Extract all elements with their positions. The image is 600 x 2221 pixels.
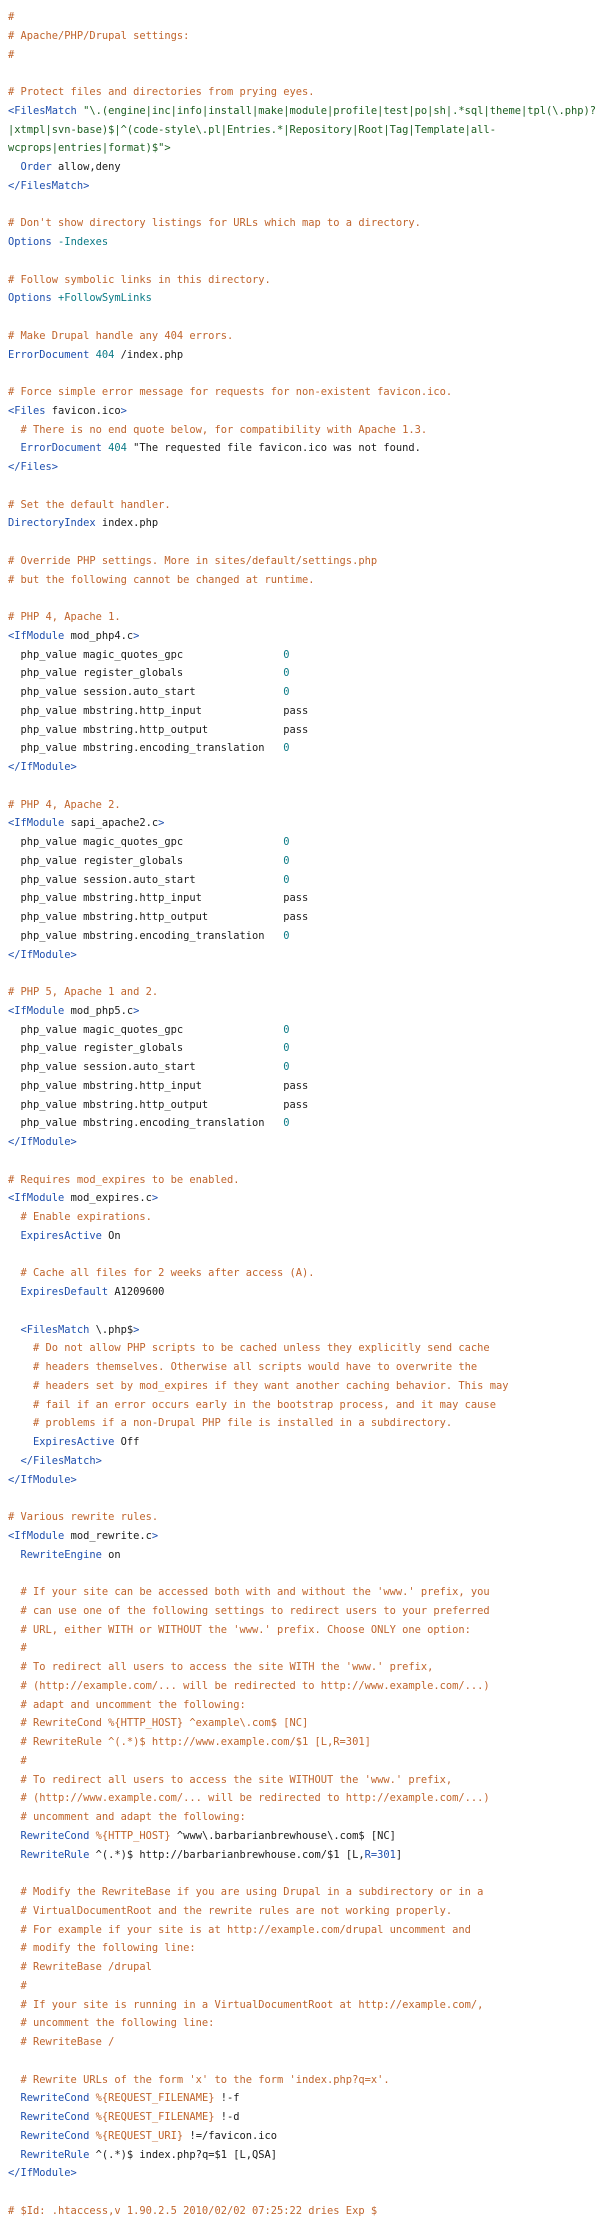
code-token-comment: # If your site is running in a VirtualDocumentRoot at http://example.com/, xyxy=(8,1998,484,2011)
code-token-comment: # uncomment and adapt the following: xyxy=(8,1811,246,1823)
code-token-comment: # URL, either WITH or WITHOUT the 'www.' prefix. Choose ONLY one option: xyxy=(8,1623,471,1636)
code-token-dir: ErrorDocument xyxy=(20,442,102,455)
code-line xyxy=(8,533,600,552)
code-line xyxy=(8,1564,600,1583)
code-line xyxy=(8,496,600,515)
code-line xyxy=(8,1039,600,1058)
code-token-comment: # Rewrite URLs of the form 'x' to the form 'index.php?q=x'. xyxy=(8,2073,390,2086)
code-line xyxy=(8,1189,600,1208)
code-token-plain xyxy=(8,161,21,173)
code-line xyxy=(8,1714,600,1733)
code-token-comment: # To redirect all users to access the site WITH the 'www.' prefix, xyxy=(8,1661,434,1673)
code-line xyxy=(8,308,600,327)
code-token-num: 404 xyxy=(89,348,115,361)
code-token-dir: </FilesMatch> xyxy=(20,1454,102,1467)
code-line xyxy=(8,327,600,346)
code-token-comment: # PHP 4, Apache 2. xyxy=(8,798,121,811)
code-line xyxy=(8,1414,600,1433)
code-token-comment: # Override PHP settings. More in sites/default/settings.php xyxy=(8,554,378,567)
code-token-comment: # There is no end quote below, for compatibility with Apache 1.3. xyxy=(8,423,428,436)
code-line xyxy=(8,1696,600,1715)
code-token-comment: # Protect files and directories from prying eyes. xyxy=(8,86,315,98)
code-token-comment: # fail if an error occurs early in the bootstrap process, and it may cause xyxy=(8,1398,496,1411)
code-line xyxy=(8,796,600,815)
code-line xyxy=(8,2052,600,2071)
code-line xyxy=(8,1227,600,1246)
code-line xyxy=(8,1639,600,1658)
code-token-comment: # (http://www.example.com/... will be redirected to http://example.com/...) xyxy=(8,1792,490,1805)
code-token-comment: # headers themselves. Otherwise all scripts would have to overwrite the xyxy=(8,1361,478,1373)
code-token-plain: php_value mbstring.encoding_translation xyxy=(8,929,284,942)
code-token-comment: # To redirect all users to access the site WITHOUT the 'www.' prefix, xyxy=(8,1773,453,1786)
code-line xyxy=(8,271,600,290)
code-line xyxy=(8,2183,600,2202)
code-token-plain: ^www\.barbarianbrewhouse\.com$ [NC] xyxy=(170,1829,396,1842)
code-line xyxy=(8,1771,600,1790)
code-line xyxy=(8,908,600,927)
code-line xyxy=(8,2127,600,2146)
code-line xyxy=(8,1827,600,1846)
code-token-dir: RewriteEngine xyxy=(20,1548,102,1561)
code-line xyxy=(8,1902,600,1921)
code-token-plain: php_value mbstring.encoding_translation xyxy=(8,742,284,755)
code-line xyxy=(8,2108,600,2127)
code-token-dir: </IfModule> xyxy=(8,1136,77,1148)
code-token-plain: php_value magic_quotes_gpc xyxy=(8,1023,284,1036)
code-line xyxy=(8,552,600,571)
code-token-num: 0 xyxy=(283,648,290,661)
code-line xyxy=(8,1339,600,1358)
code-line xyxy=(8,346,600,365)
code-token-plain xyxy=(8,1436,33,1448)
code-token-num: 0 xyxy=(283,1117,290,1130)
code-line xyxy=(8,1358,600,1377)
code-token-dir: Options xyxy=(8,236,52,248)
code-line xyxy=(8,927,600,946)
code-token-plain: \.php$ xyxy=(89,1323,134,1336)
code-token-plain xyxy=(8,2149,21,2161)
code-token-plain xyxy=(8,1230,21,1242)
code-token-dir: <IfModule xyxy=(8,1004,65,1017)
code-token-plain: allow,deny xyxy=(51,161,121,173)
code-token-plain: !=/favicon.ico xyxy=(183,2129,278,2142)
code-token-comment: # Cache all files for 2 weeks after access (A). xyxy=(8,1267,315,1280)
code-token-dir: RewriteCond xyxy=(20,2092,90,2105)
code-line xyxy=(8,1096,600,1115)
code-token-dir: <IfModule xyxy=(8,1192,65,1205)
code-line xyxy=(8,702,600,721)
code-line xyxy=(8,1133,600,1152)
code-line xyxy=(8,1546,600,1565)
code-line xyxy=(8,1264,600,1283)
code-token-comment: # RewriteCond %{HTTP_HOST} ^example\.com$ [NC] xyxy=(8,1717,309,1730)
code-line xyxy=(8,2202,600,2221)
code-token-dir: <Files xyxy=(8,404,46,417)
code-token-num: 0 xyxy=(283,929,290,942)
code-token-plain: !-f xyxy=(214,2092,240,2105)
code-line xyxy=(8,2014,600,2033)
code-line xyxy=(8,1958,600,1977)
code-token-comment: # Make Drupal handle any 404 errors. xyxy=(8,329,234,342)
code-token-plain: php_value mbstring.http_input pass xyxy=(8,892,309,905)
code-line xyxy=(8,1864,600,1883)
code-token-num: 0 xyxy=(283,873,290,886)
code-line xyxy=(8,1321,600,1340)
code-token-num: 404 xyxy=(101,442,127,455)
code-line xyxy=(8,158,600,177)
code-token-plain: php_value mbstring.http_output pass xyxy=(8,723,309,736)
code-token-plain: ^(.*)$ http://barbarianbrewhouse.com/$1 [L, xyxy=(89,1848,365,1861)
code-token-plain xyxy=(8,1324,21,1336)
code-token-comment: # Various rewrite rules. xyxy=(8,1511,159,1523)
code-line xyxy=(8,121,600,140)
code-token-str: wcprops|entries|format)$"> xyxy=(8,142,171,155)
code-token-plain: mod_rewrite.c xyxy=(64,1529,152,1542)
code-token-plain: php_value mbstring.http_input pass xyxy=(8,1079,309,1092)
code-token-comment: # can use one of the following settings to redirect users to your preferred xyxy=(8,1604,490,1617)
code-token-num: 0 xyxy=(283,854,290,867)
code-token-comment: # xyxy=(8,11,15,23)
code-token-dir: RewriteCond xyxy=(20,2129,90,2142)
code-token-dir: <IfModule xyxy=(8,629,65,642)
code-line xyxy=(8,983,600,1002)
code-token-num: 0 xyxy=(283,686,290,698)
code-token-plain xyxy=(8,1830,21,1842)
code-line xyxy=(8,421,600,440)
code-line xyxy=(8,814,600,833)
code-token-dir: > xyxy=(151,1192,159,1205)
code-token-dir: ErrorDocument xyxy=(8,348,90,361)
code-line xyxy=(8,1621,600,1640)
code-line xyxy=(8,739,600,758)
code-token-dir: </IfModule> xyxy=(8,2167,77,2180)
code-token-dir: </IfModule> xyxy=(8,948,77,961)
code-token-plain xyxy=(8,442,21,454)
code-token-comment: %{REQUEST_FILENAME} xyxy=(89,2092,215,2105)
code-token-dir: </IfModule> xyxy=(8,1473,77,1486)
code-line xyxy=(8,289,600,308)
code-line xyxy=(8,683,600,702)
code-token-plain: php_value mbstring.encoding_translation xyxy=(8,1117,284,1130)
code-token-plain: "The requested file favicon.ico was not found. xyxy=(126,442,421,455)
code-token-comment: # (http://example.com/... will be redirected to http://www.example.com/...) xyxy=(8,1679,490,1692)
code-line xyxy=(8,1602,600,1621)
code-token-comment: # Modify the RewriteBase if you are using Drupal in a subdirectory or in a xyxy=(8,1886,484,1898)
code-line xyxy=(8,1583,600,1602)
code-line xyxy=(8,889,600,908)
code-line xyxy=(8,627,600,646)
code-token-dir: R=301 xyxy=(364,1848,396,1861)
code-line xyxy=(8,1677,600,1696)
code-line xyxy=(8,2164,600,2183)
code-line xyxy=(8,758,600,777)
code-line xyxy=(8,833,600,852)
code-line xyxy=(8,1002,600,1021)
code-line xyxy=(8,1658,600,1677)
code-line xyxy=(8,1058,600,1077)
code-line xyxy=(8,139,600,158)
code-token-comment: # For example if your site is at http://example.com/drupal uncomment and xyxy=(8,1923,471,1936)
code-line xyxy=(8,1302,600,1321)
code-line xyxy=(8,383,600,402)
code-token-comment: # $Id: .htaccess,v 1.90.2.5 2010/02/02 07:25:22 dries Exp $ xyxy=(8,2204,378,2217)
code-line xyxy=(8,27,600,46)
code-token-num: 0 xyxy=(283,1023,290,1036)
code-line xyxy=(8,1508,600,1527)
code-token-plain: !-d xyxy=(214,2111,240,2123)
code-token-dir: RewriteCond xyxy=(20,1829,90,1842)
code-line xyxy=(8,1433,600,1452)
code-token-dir: RewriteRule xyxy=(20,1848,90,1861)
code-token-comment: # xyxy=(8,48,15,61)
code-line xyxy=(8,1396,600,1415)
code-line xyxy=(8,252,600,271)
code-token-dir: <IfModule xyxy=(8,1529,65,1542)
code-line xyxy=(8,1733,600,1752)
code-line xyxy=(8,1489,600,1508)
code-token-dir: > xyxy=(133,1323,140,1336)
code-token-comment: # Don't show directory listings for URLs which map to a directory. xyxy=(8,217,421,230)
code-line xyxy=(8,1452,600,1471)
code-token-plain: mod_php4.c xyxy=(64,629,134,642)
code-token-num: +FollowSymLinks xyxy=(51,292,152,305)
code-line xyxy=(8,1246,600,1265)
code-line xyxy=(8,1939,600,1958)
code-token-comment: # xyxy=(8,1754,27,1767)
code-token-dir: ExpiresActive xyxy=(20,1229,102,1242)
code-token-plain: php_value session.auto_start xyxy=(8,873,284,886)
code-token-comment: # Do not allow PHP scripts to be cached unless they explicitly send cache xyxy=(8,1342,490,1355)
code-token-dir: </IfModule> xyxy=(8,761,77,773)
code-token-plain: mod_expires.c xyxy=(64,1192,152,1205)
code-line xyxy=(8,1921,600,1940)
code-token-plain: ] xyxy=(395,1848,403,1861)
code-token-comment: # problems if a non-Drupal PHP file is installed in a subdirectory. xyxy=(8,1417,453,1430)
code-token-plain: php_value session.auto_start xyxy=(8,1061,284,1073)
code-line xyxy=(8,608,600,627)
code-token-plain: php_value mbstring.http_output pass xyxy=(8,1098,309,1111)
code-token-comment: # headers set by mod_expires if they want another caching behavior. This may xyxy=(8,1379,509,1392)
code-token-plain: php_value mbstring.http_output pass xyxy=(8,911,309,923)
code-token-dir: RewriteCond xyxy=(20,2111,90,2123)
code-token-plain xyxy=(8,1455,21,1467)
code-line xyxy=(8,1789,600,1808)
code-line xyxy=(8,1077,600,1096)
code-line xyxy=(8,1977,600,1996)
code-line xyxy=(8,571,600,590)
code-token-comment: # PHP 4, Apache 1. xyxy=(8,611,121,623)
code-line xyxy=(8,721,600,740)
code-token-dir: ExpiresDefault xyxy=(20,1286,109,1298)
code-token-dir: Order xyxy=(20,161,52,173)
code-line xyxy=(8,2089,600,2108)
code-token-comment: # Enable expirations. xyxy=(8,1211,152,1223)
code-token-dir: RewriteRule xyxy=(20,2148,90,2161)
code-token-comment: # modify the following line: xyxy=(8,1942,196,1955)
code-token-plain xyxy=(8,1549,21,1561)
code-line xyxy=(8,1283,600,1302)
code-line xyxy=(8,402,600,421)
code-line xyxy=(8,2033,600,2052)
code-token-num: 0 xyxy=(283,667,290,680)
code-token-comment: # PHP 5, Apache 1 and 2. xyxy=(8,986,159,998)
code-token-comment: # Requires mod_expires to be enabled. xyxy=(8,1173,240,1186)
code-line xyxy=(8,2146,600,2165)
code-token-dir: Options xyxy=(8,292,52,305)
code-line xyxy=(8,214,600,233)
code-line xyxy=(8,1527,600,1546)
code-line xyxy=(8,1752,600,1771)
code-token-comment: # Force simple error message for requests for non-existent favicon.ico. xyxy=(8,386,453,398)
code-line xyxy=(8,514,600,533)
code-token-num: 0 xyxy=(283,836,290,848)
code-line xyxy=(8,233,600,252)
code-token-dir: > xyxy=(133,629,140,642)
code-line xyxy=(8,177,600,196)
code-token-plain xyxy=(8,1286,21,1298)
code-token-comment: # RewriteBase /drupal xyxy=(8,1961,152,1973)
code-token-comment: # VirtualDocumentRoot and the rewrite rules are not working properly. xyxy=(8,1904,453,1917)
code-token-comment: # RewriteBase / xyxy=(8,2036,115,2048)
code-token-plain: /index.php xyxy=(114,348,184,361)
code-token-comment: # but the following cannot be changed at runtime. xyxy=(8,573,315,586)
code-line xyxy=(8,2071,600,2090)
code-line xyxy=(8,1114,600,1133)
code-line xyxy=(8,1152,600,1171)
code-token-comment: %{REQUEST_URI} xyxy=(89,2129,184,2142)
code-line xyxy=(8,964,600,983)
code-token-num: -Indexes xyxy=(51,236,109,248)
code-line xyxy=(8,871,600,890)
code-line xyxy=(8,364,600,383)
code-token-plain: php_value register_globals xyxy=(8,854,284,867)
code-line xyxy=(8,46,600,65)
code-line xyxy=(8,664,600,683)
code-token-plain: ^(.*)$ index.php?q=$1 [L,QSA] xyxy=(89,2148,278,2161)
code-line xyxy=(8,1846,600,1865)
code-line xyxy=(8,83,600,102)
code-line xyxy=(8,458,600,477)
code-token-plain xyxy=(8,2092,21,2104)
code-token-dir: <FilesMatch xyxy=(8,104,77,117)
code-line xyxy=(8,439,600,458)
code-token-dir: </Files> xyxy=(8,461,59,473)
code-line xyxy=(8,64,600,83)
code-token-plain: php_value session.auto_start xyxy=(8,686,284,698)
code-line xyxy=(8,646,600,665)
code-line xyxy=(8,946,600,965)
code-line xyxy=(8,1208,600,1227)
code-token-comment: # xyxy=(8,1642,27,1655)
code-line xyxy=(8,1377,600,1396)
code-token-num: 0 xyxy=(283,742,290,755)
code-line xyxy=(8,1996,600,2015)
code-token-dir: <IfModule xyxy=(8,817,65,830)
code-token-dir: > xyxy=(133,1004,140,1017)
code-line xyxy=(8,1471,600,1490)
code-token-plain xyxy=(8,1849,21,1861)
code-token-num: 0 xyxy=(283,1061,290,1073)
code-token-dir: > xyxy=(151,1529,159,1542)
code-token-dir: <FilesMatch xyxy=(20,1323,90,1336)
code-token-plain: php_value magic_quotes_gpc xyxy=(8,648,284,661)
code-line xyxy=(8,1171,600,1190)
code-token-comment: # Set the default handler. xyxy=(8,498,171,511)
code-token-plain: php_value magic_quotes_gpc xyxy=(8,836,284,848)
code-token-plain: favicon.ico xyxy=(45,404,121,417)
code-token-plain: A1209600 xyxy=(108,1286,165,1298)
code-line xyxy=(8,852,600,871)
code-token-comment: %{REQUEST_FILENAME} xyxy=(89,2111,215,2123)
code-token-comment: # Follow symbolic links in this directory. xyxy=(8,273,271,286)
code-token-comment: # RewriteRule ^(.*)$ http://www.example.com/$1 [L,R=301] xyxy=(8,1736,371,1748)
code-token-plain: sapi_apache2.c xyxy=(64,817,159,830)
code-token-plain xyxy=(8,2111,21,2123)
code-line xyxy=(8,777,600,796)
code-token-plain: php_value mbstring.http_input pass xyxy=(8,704,309,717)
code-token-dir: ExpiresActive xyxy=(33,1436,115,1448)
code-line xyxy=(8,102,600,121)
code-token-comment: # Apache/PHP/Drupal settings: xyxy=(8,29,190,42)
code-token-comment: # If your site can be accessed both with and without the 'www.' prefix, you xyxy=(8,1586,490,1598)
code-token-plain: Off xyxy=(114,1436,140,1448)
code-token-num: 0 xyxy=(283,1042,290,1055)
code-token-str: |xtmpl|svn-base)$|^(code-style\.pl|Entries.*|Repository|Root|Tag|Template|all- xyxy=(8,123,496,136)
code-token-str: "\.(engine|inc|info|install|make|module|profile|test|po|sh|.*sql|theme|tpl(\.php)? xyxy=(76,104,597,117)
code-line xyxy=(8,1883,600,1902)
code-line xyxy=(8,589,600,608)
code-line xyxy=(8,1021,600,1040)
code-token-dir: </FilesMatch> xyxy=(8,179,90,192)
code-line xyxy=(8,196,600,215)
code-token-plain: index.php xyxy=(95,517,159,530)
code-token-comment: # adapt and uncomment the following: xyxy=(8,1698,246,1711)
code-line xyxy=(8,1808,600,1827)
code-token-plain: On xyxy=(101,1229,121,1242)
code-line xyxy=(8,8,600,27)
code-token-plain: php_value register_globals xyxy=(8,1042,284,1055)
code-token-comment: # uncomment the following line: xyxy=(8,2017,215,2030)
code-token-comment: # xyxy=(8,1979,27,1992)
code-token-plain: on xyxy=(101,1548,121,1561)
code-token-dir: DirectoryIndex xyxy=(8,517,96,530)
code-token-comment: %{HTTP_HOST} xyxy=(89,1829,171,1842)
code-token-plain: php_value register_globals xyxy=(8,667,284,680)
code-line xyxy=(8,477,600,496)
code-token-plain: mod_php5.c xyxy=(64,1004,134,1017)
code-token-dir: > xyxy=(120,404,127,417)
code-token-dir: > xyxy=(158,817,165,830)
